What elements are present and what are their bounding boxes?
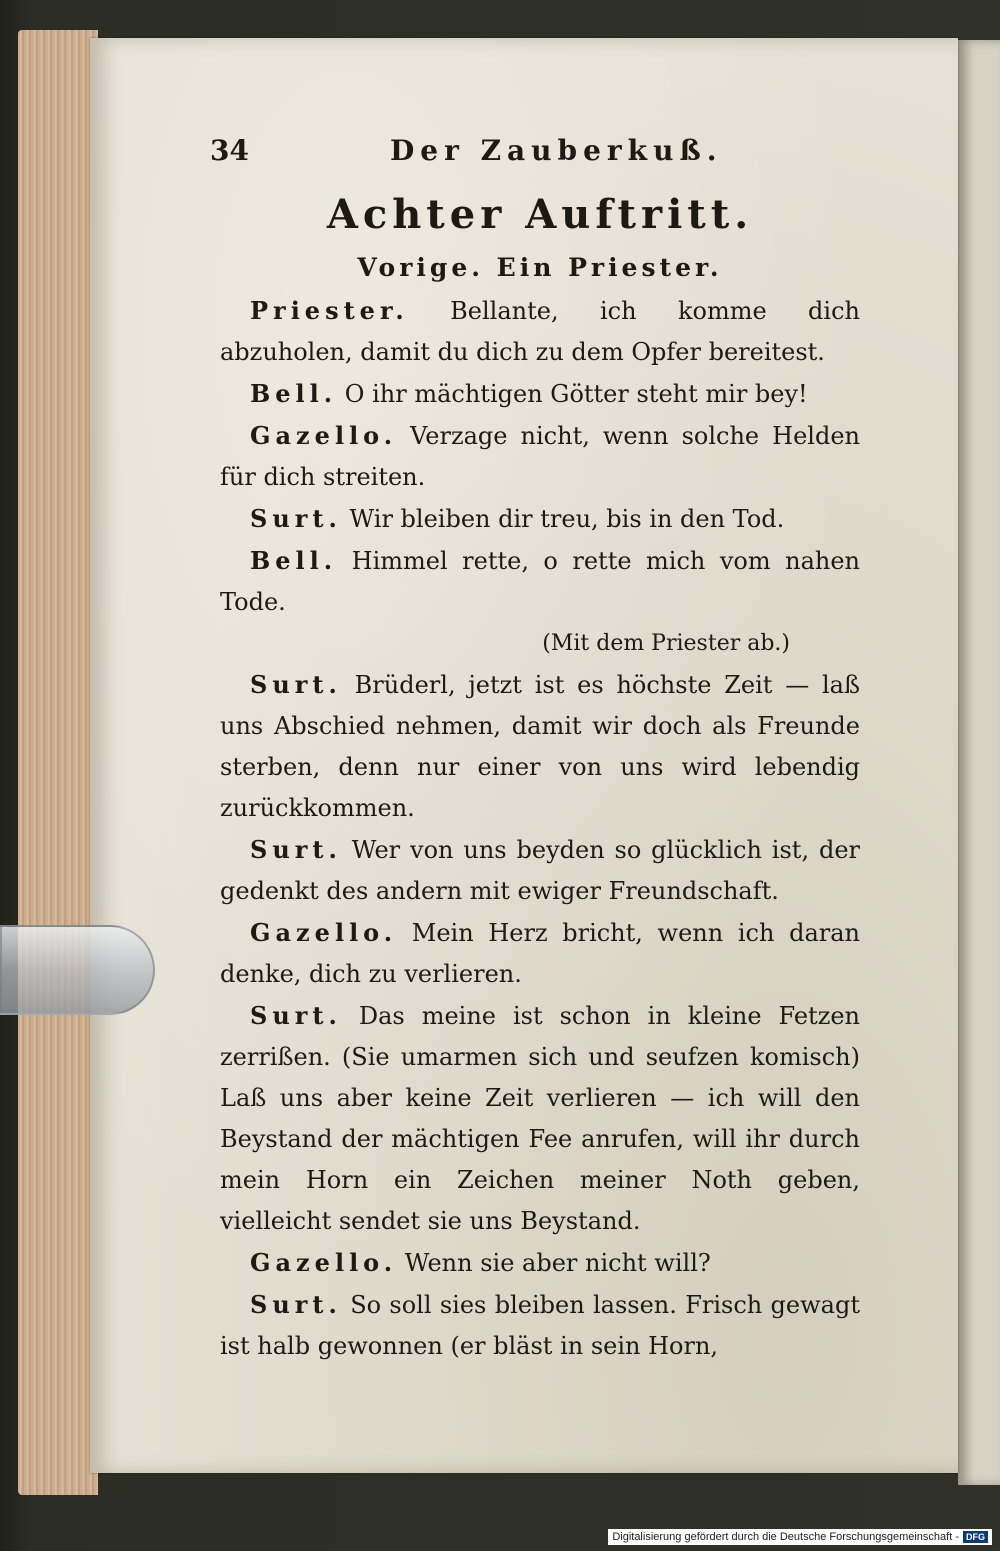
speaker-name: Gazello. <box>250 918 398 947</box>
dialogue-text: Wir bleiben dir treu, bis in den Tod. <box>349 505 785 533</box>
speaker-name: Surt. <box>250 1001 342 1030</box>
dialogue-text: Wer von uns beyden so glücklich ist, der gedenkt des andern mit ewiger Freundschaft. <box>220 836 860 905</box>
dialogue-text: Verzage nicht, wenn solche Helden für dich streiten. <box>220 422 860 491</box>
digitization-credit <box>608 1529 992 1545</box>
dialogue-line <box>220 415 860 498</box>
dialogue-line <box>220 290 860 373</box>
dialogue-line <box>220 1242 860 1284</box>
scene-title: Achter Auftritt. <box>326 191 754 238</box>
page-header <box>210 130 860 176</box>
characters-line: Vorige. Ein Priester. <box>357 253 723 282</box>
speaker-name: Gazello. <box>250 421 398 450</box>
running-title: Der Zauberkuß. <box>390 134 723 167</box>
dialogue-text: Das meine ist schon in kleine Fetzen zerrißen. (Sie umarmen sich und seufzen komisch) Laß uns aber keine Zeit verlieren — ich will den Beystand der mächtigen Fee anrufen, will ihr durch mein Horn ein Zeichen meiner Noth geben, vielleicht sendet sie uns Beystand. <box>220 1002 860 1235</box>
speaker-name: Surt. <box>250 670 342 699</box>
dialogue-line <box>220 664 860 829</box>
dialogue-text: Bellante, ich komme dich abzuholen, damit du dich zu dem Opfer bereitest. <box>220 297 860 366</box>
speaker-name: Surt. <box>250 1290 342 1319</box>
dialogue-line <box>220 995 860 1242</box>
speaker-name: Surt. <box>250 835 342 864</box>
speaker-name: Gazello. <box>250 1248 398 1277</box>
dialogue-text: So soll sies bleiben lassen. Frisch gewagt ist halb gewonnen (er bläst in sein Horn, <box>220 1291 860 1360</box>
page-text <box>210 130 860 1367</box>
dialogue-text: O ihr mächtigen Götter steht mir bey! <box>344 380 808 408</box>
stage-direction: (Mit dem Priester ab.) <box>542 631 790 656</box>
dialogue-line <box>220 540 860 623</box>
speaker-name: Bell. <box>250 546 338 575</box>
dialogue-line <box>220 498 860 540</box>
dialogue-line <box>220 1284 860 1367</box>
page-number: 34 <box>210 134 249 167</box>
dialogue-text: Brüderl, jetzt ist es höchste Zeit — laß uns Abschied nehmen, damit wir doch als Freunde sterben, denn nur einer von uns wird lebendig zurückkommen. <box>220 671 860 822</box>
page-clip <box>0 925 155 1015</box>
speaker-name: Surt. <box>250 504 342 533</box>
dialogue-line <box>220 373 860 415</box>
dialogue-line <box>220 829 860 912</box>
dialogue-text: Mein Herz bricht, wenn ich daran denke, dich zu verlieren. <box>220 919 860 988</box>
credit-text: Digitalisierung gefördert durch die Deutsche Forschungsgemeinschaft - <box>612 1531 959 1543</box>
dialogue-text: Wenn sie aber nicht will? <box>404 1249 711 1277</box>
dfg-logo: DFG <box>963 1531 988 1543</box>
dialogue-line <box>220 912 860 995</box>
book-page-edges <box>18 30 98 1495</box>
dialogue-text: Himmel rette, o rette mich vom nahen Tode. <box>220 547 860 616</box>
adjacent-page <box>958 40 1000 1485</box>
speaker-name: Bell. <box>250 379 338 408</box>
speaker-name: Priester. <box>250 296 409 325</box>
